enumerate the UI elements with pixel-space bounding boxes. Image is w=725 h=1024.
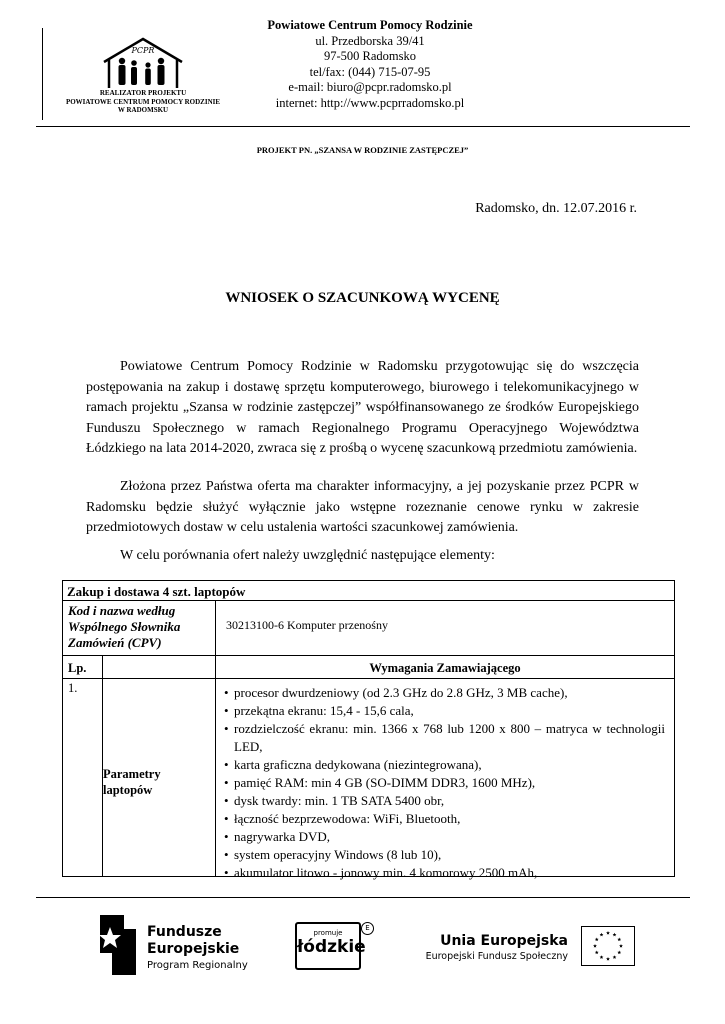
ue-line-2: Europejski Fundusz Społeczny xyxy=(425,951,568,962)
fe-line-2: Europejskie xyxy=(147,941,240,957)
lodzkie-logo xyxy=(295,922,366,970)
spec-item: • karta graficzna dedykowana (niezintegrowana), xyxy=(224,756,665,774)
spec-item: • akumulator litowo - jonowy min. 4 komorowy 2500 mAh, xyxy=(224,864,665,882)
lodzkie-big-text: łódzkie xyxy=(297,937,366,957)
table-header: Zakup i dostawa 4 szt. laptopów xyxy=(63,581,674,601)
row-label-line-2: laptopów xyxy=(103,783,153,797)
contact-block xyxy=(246,18,494,111)
date-line: Radomsko, dn. 12.07.2016 r. xyxy=(475,201,637,216)
header-vertical-rule xyxy=(42,28,43,120)
column-requirements: Wymagania Zamawiającego xyxy=(216,656,674,679)
footer-rule xyxy=(36,897,690,898)
lodzkie-small-text: promuje xyxy=(313,929,343,937)
address-city: 97-500 Radomsko xyxy=(323,49,416,63)
document-title: WNIOSEK O SZACUNKOWĄ WYCENĘ xyxy=(225,290,500,306)
paragraph-intro: Powiatowe Centrum Pomocy Rodzinie w Radomsku przygotowując się do wszczęcia postępowania na zakup i dostawę sprzętu komputerowego, biurowego i telekomunikacyjnego w ramach projektu „Szansa w rodzinie zastępczej” współfinansowanego ze środków Europejskiego Funduszu Społecznego w ramach Regionalnego Programu Operacyjnego Województwa Łódzkiego na lata 2014-2020, zwraca się z prośbą o wycenę szacunkową przedmiotu zamówienia. xyxy=(86,359,639,456)
spec-item: • dysk twardy: min. 1 TB SATA 5400 obr, xyxy=(224,792,665,810)
eu-flag-icon xyxy=(581,926,635,966)
ue-line-1: Unia Europejska xyxy=(440,933,568,949)
website: internet: http://www.pcprradomsko.pl xyxy=(275,95,465,110)
cpv-label: Kod i nazwa według Wspólnego Słownika Zamówień (CPV) xyxy=(63,601,216,656)
pcpr-logo xyxy=(100,36,186,90)
row-number: 1. xyxy=(63,679,103,876)
fundusze-europejskie-logo-icon xyxy=(100,915,136,975)
row-label xyxy=(103,679,216,876)
requirements-table xyxy=(62,580,675,880)
specs-list xyxy=(224,684,665,882)
address-street: ul. Przedborska 39/41 xyxy=(315,33,425,48)
email: e-mail: biuro@pcpr.radomsko.pl xyxy=(288,80,452,94)
column-label-spacer xyxy=(103,656,216,679)
row-label-line-1: Parametry xyxy=(103,767,161,781)
spec-item: • procesor dwurdzeniowy (od 2.3 GHz do 2.8 GHz, 3 MB cache), xyxy=(224,684,665,702)
organization-name: Powiatowe Centrum Pomocy Rodzinie xyxy=(267,18,473,32)
logo-text: PCPR xyxy=(131,46,155,55)
spec-item: • przekątna ekranu: 15,4 - 15,6 cala, xyxy=(224,702,665,720)
spec-item: • nagrywarka DVD, xyxy=(224,828,665,846)
spec-item: • łączność bezprzewodowa: WiFi, Bluetooth, xyxy=(224,810,665,828)
fe-line-1: Fundusze xyxy=(147,924,222,940)
project-name: PROJEKT PN. „SZANSA W RODZINIE ZASTĘPCZEJ” xyxy=(256,145,469,155)
implementer-line-3: W RADOMSKU xyxy=(117,106,169,114)
cpv-value: 30213100-6 Komputer przenośny xyxy=(216,601,674,656)
unia-europejska-text xyxy=(420,932,568,964)
column-lp: Lp. xyxy=(63,656,103,679)
spec-item: • pamięć RAM: min 4 GB (SO-DIMM DDR3, 1600 MHz), xyxy=(224,774,665,792)
fe-line-3: Program Regionalny xyxy=(147,960,248,971)
paragraph-offer-info: Złożona przez Państwa oferta ma charakter informacyjny, a jej pozyskanie przez PCPR w Radomsku będzie służyć wyłącznie jako wstępne rozeznanie cenowe rynku w zakresie przedmiotowych dostaw w celu ustalenia wartości szacunkowej zamówienia. xyxy=(86,479,639,535)
header-rule xyxy=(36,126,690,127)
implementer-line-2: POWIATOWE CENTRUM POMOCY RODZINIE xyxy=(65,97,221,106)
fundusze-europejskie-text xyxy=(147,924,248,974)
phone: tel/fax: (044) 715-07-95 xyxy=(309,64,431,79)
spec-item: • system operacyjny Windows (8 lub 10), xyxy=(224,846,665,864)
paragraph-elements: W celu porównania ofert należy uwzględnić następujące elementy: xyxy=(120,548,495,563)
lodzkie-mark-icon: E xyxy=(361,922,374,935)
project-implementer xyxy=(44,89,242,115)
spec-item: • rozdzielczość ekranu: min. 1366 x 768 lub 1200 x 800 – matryca w technologii LED, xyxy=(224,720,665,756)
laptop-specs xyxy=(216,679,674,880)
implementer-line-1: REALIZATOR PROJEKTU xyxy=(99,89,187,97)
